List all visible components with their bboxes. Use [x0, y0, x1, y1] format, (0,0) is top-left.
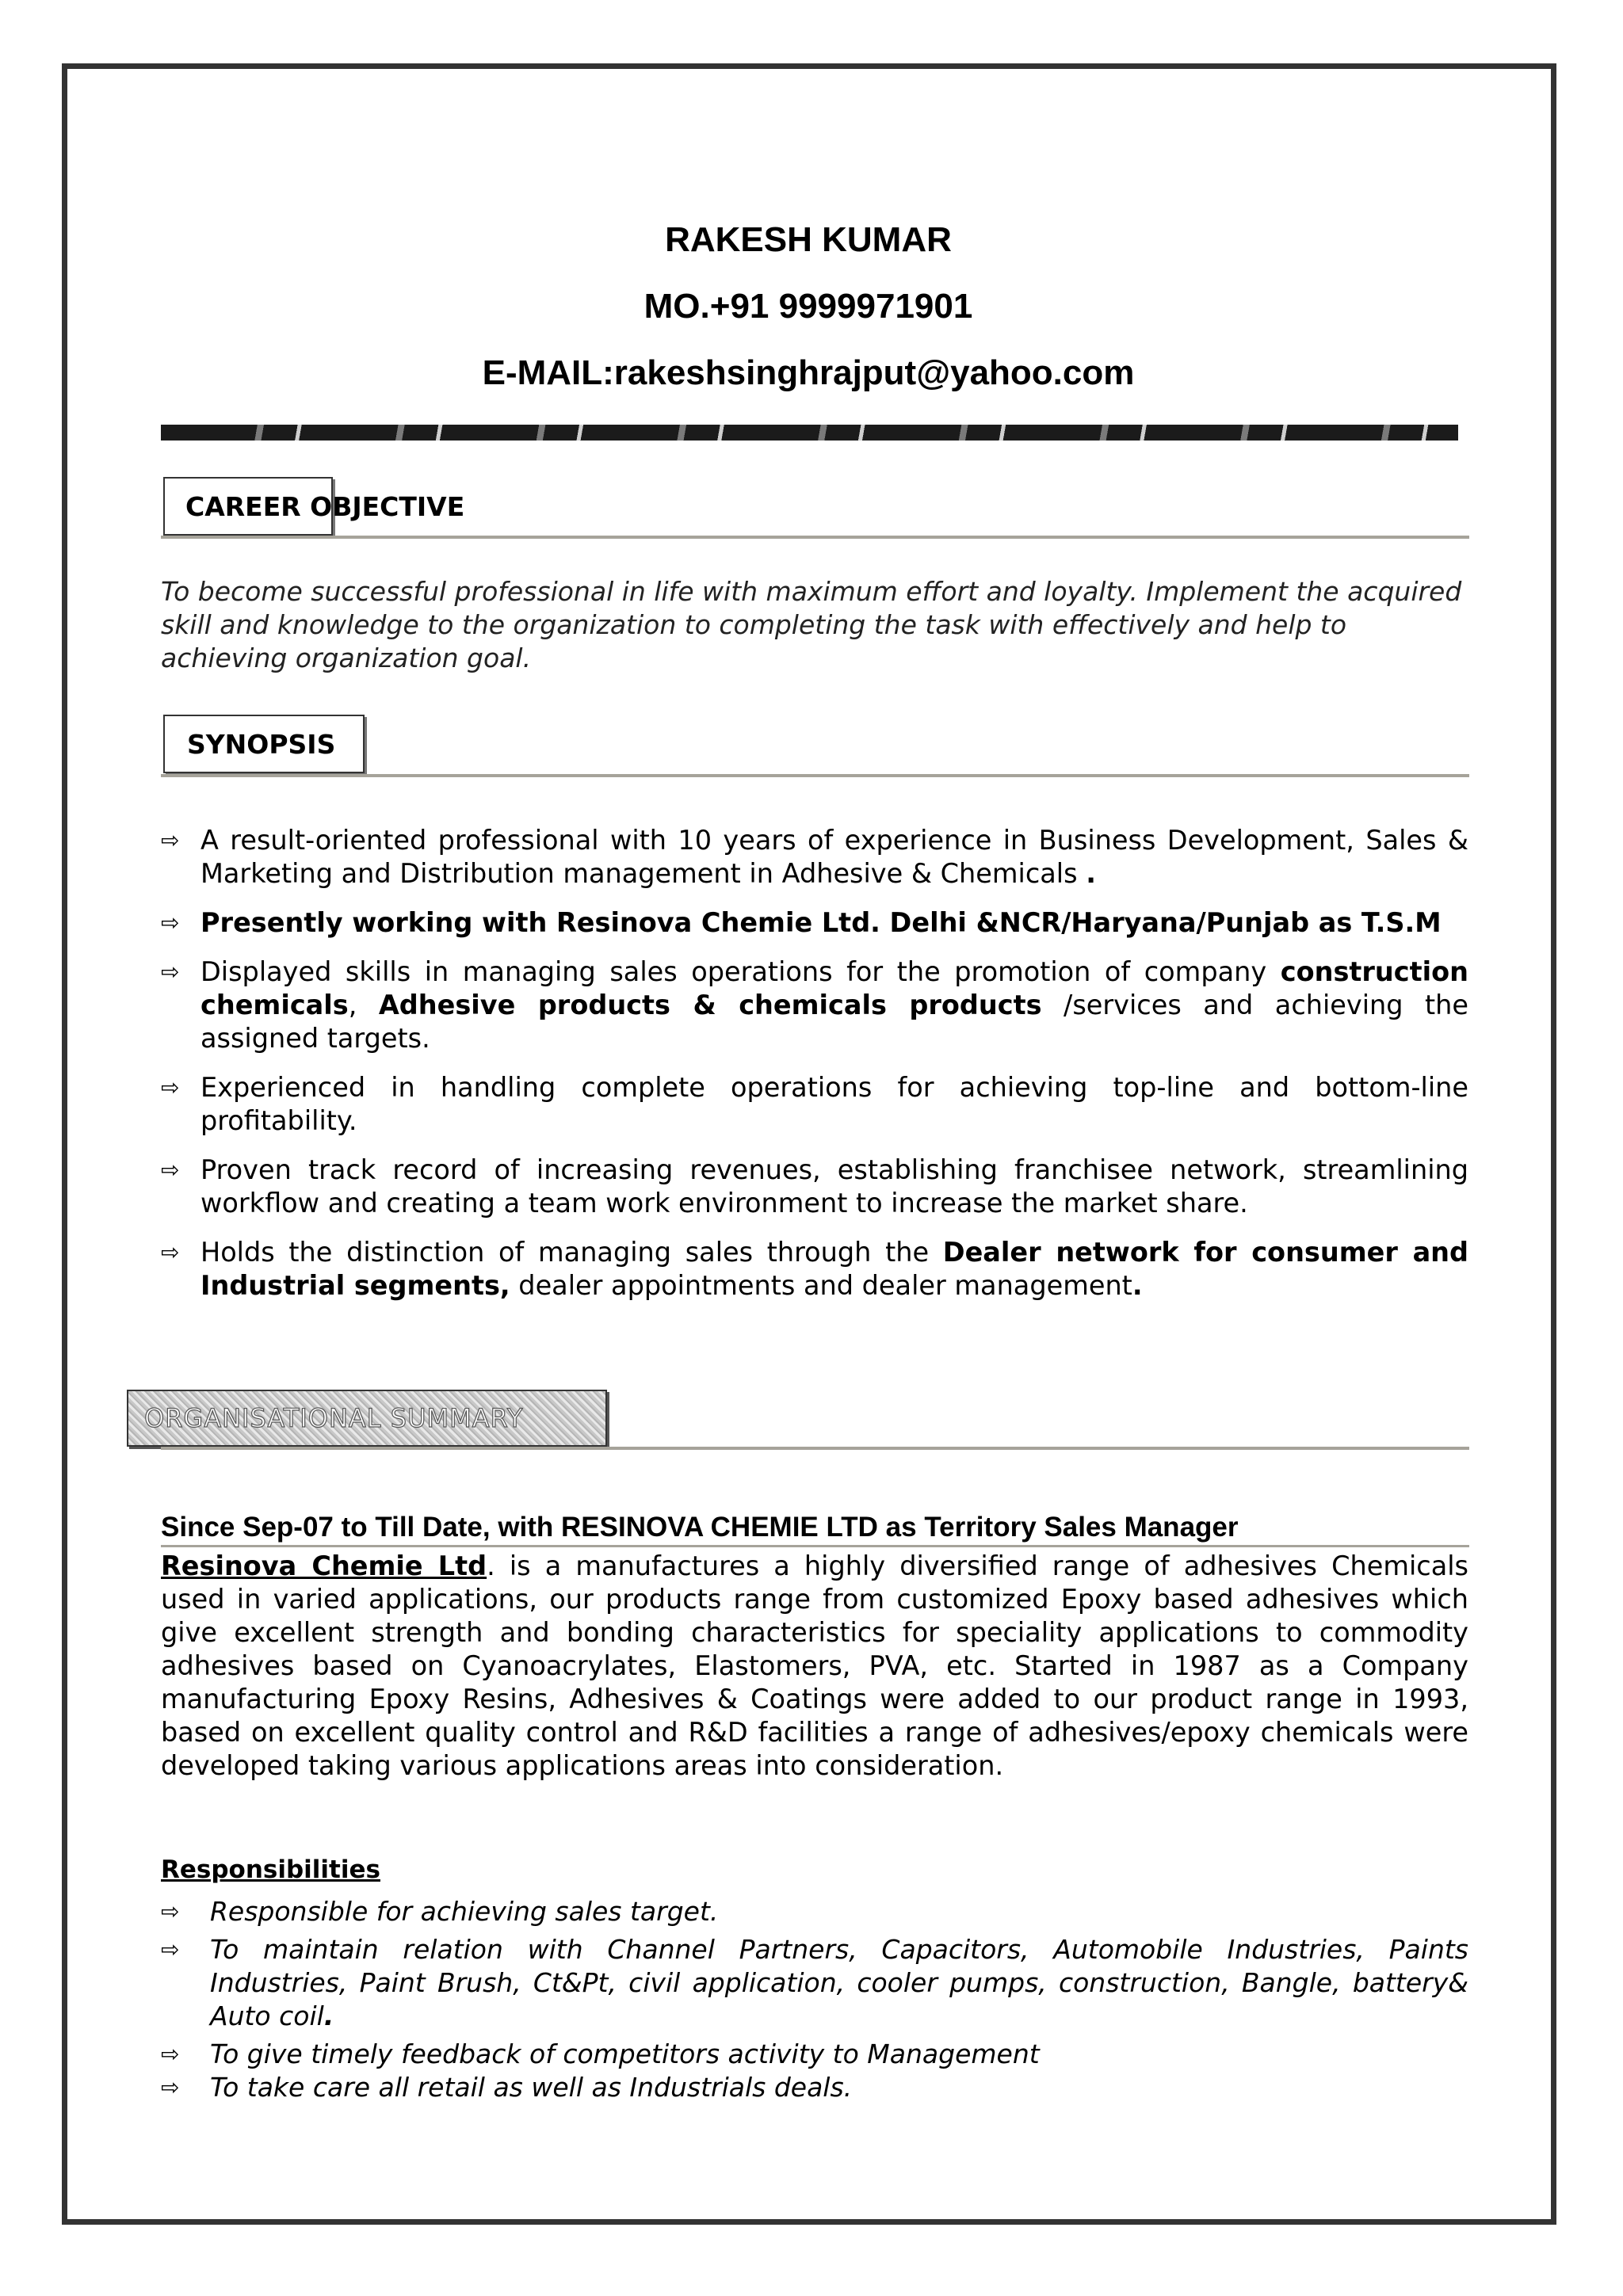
arrow-right-icon: ⇨ [161, 1898, 180, 1924]
job-title: Since Sep-07 to Till Date, with RESINOVA CHEMIE LTD as Territory Sales Manager [161, 1512, 1239, 1543]
list-item: ⇨ To maintain relation with Channel Partners, Capacitors, Automobile Industries, Paints Industries, Paint Brush, Ct&Pt, civil application, cooler pumps, construction, Bangle, battery& Auto coil. [161, 1934, 1468, 2031]
synopsis-heading: SYNOPSIS [187, 728, 336, 760]
organisational-summary-box [127, 1390, 607, 1447]
candidate-name: RAKESH KUMAR [665, 220, 952, 259]
email-address: E-MAIL:rakeshsinghrajput@yahoo.com [482, 353, 1135, 392]
arrow-right-icon: ⇨ [161, 910, 180, 936]
job-divider [161, 1545, 1469, 1547]
list-item: ⇨ Holds the distinction of managing sales through the Dealer network for consumer and Industrial segments, dealer appointments and dealer management. [161, 1237, 1469, 1301]
arrow-right-icon: ⇨ [161, 1239, 180, 1265]
arrow-right-icon: ⇨ [161, 1936, 180, 1962]
decorative-banner [161, 425, 1458, 441]
career-objective-heading: CAREER OBJECTIVE [185, 491, 465, 522]
section-divider [161, 536, 1469, 539]
arrow-right-icon: ⇨ [161, 2041, 180, 2067]
arrow-right-icon: ⇨ [161, 959, 180, 985]
organisational-summary-heading: ORGANISATIONAL SUMMARY [144, 1403, 524, 1433]
arrow-right-icon: ⇨ [161, 2074, 180, 2100]
list-item: ⇨ To give timely feedback of competitors activity to Management [161, 2039, 1040, 2069]
arrow-right-icon: ⇨ [161, 827, 180, 853]
synopsis-list [161, 824, 1468, 1318]
list-item: ⇨ Displayed skills in managing sales operations for the promotion of company construction chemicals, Adhesive products & chemicals products /services and achieving the assigned targets. [161, 956, 1468, 1054]
list-item: ⇨ Experienced in handling complete operations for achieving top-line and bottom-line profitability. [161, 1072, 1468, 1136]
list-item: ⇨ Proven track record of increasing revenues, establishing franchisee network, streamlining workflow and creating a team work environment to increase the market share. [161, 1154, 1468, 1219]
company-name: Resinova Chemie Ltd [161, 1550, 487, 1581]
responsibilities-heading: Responsibilities [161, 1855, 380, 1884]
objective-text: To become successful professional in life with maximum effort and loyalty. Implement the acquired skill and knowledge to the organization to completing the task with effectively and help to achieving organization goal. [161, 576, 1462, 673]
section-divider [161, 1447, 1469, 1450]
list-item: ⇨ Presently working with Resinova Chemie Ltd. Delhi &NCR/Haryana/Punjab as T.S.M [161, 907, 1442, 938]
arrow-right-icon: ⇨ [161, 1074, 180, 1100]
list-item: ⇨ Responsible for achieving sales target. [161, 1896, 719, 1927]
company-description: Resinova Chemie Ltd. is a manufactures a highly diversified range of adhesives Chemicals used in varied applications, our products range from customized Epoxy based adhesives which give excellent strength and bonding characteristics for speciality applications to commodity adhesives based on Cyanoacrylates, Elastomers, PVA, etc. Started in 1987 as a Company manufacturing Epoxy Resins, Adhesives & Coatings were added to our product range in 1993, based on excellent quality control and R&D facilities a range of adhesives/epoxy chemicals were developed taking various applications areas into consideration. [161, 1550, 1468, 1781]
list-item: ⇨ A result-oriented professional with 10 years of experience in Business Development, Sales & Marketing and Distribution management in Adhesive & Chemicals . [161, 825, 1468, 889]
list-item: ⇨ To take care all retail as well as Industrials deals. [161, 2072, 853, 2103]
synopsis-box [163, 715, 365, 773]
arrow-right-icon: ⇨ [161, 1157, 180, 1183]
mobile-number: MO.+91 9999971901 [643, 287, 973, 326]
responsibilities-list [161, 1895, 1468, 2109]
section-divider [161, 774, 1469, 777]
